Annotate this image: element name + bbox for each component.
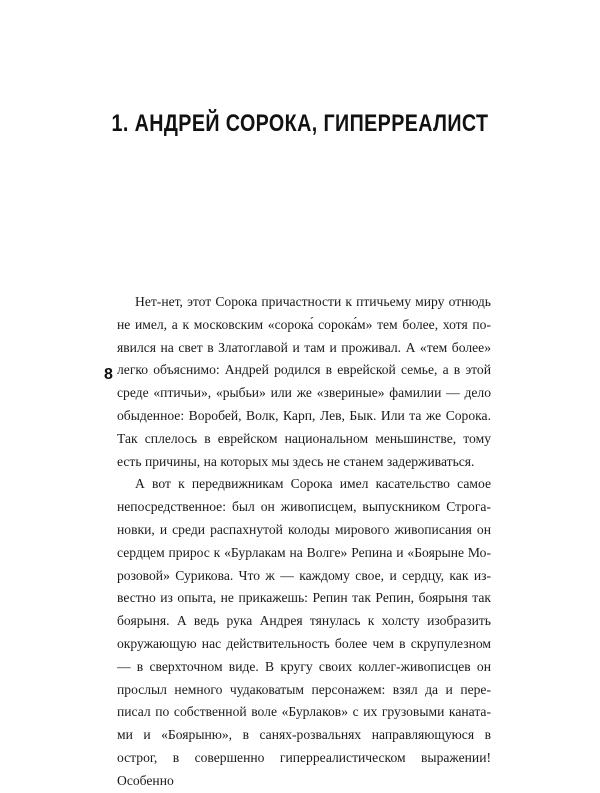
chapter-title: 1. АНДРЕЙ СОРОКА, ГИПЕРРЕАЛИСТ (111, 110, 489, 137)
paragraph: А вот к передвижникам Сорока имел касательство самое непосредственное: был он живописцем, выпускником Строгановки, и среди распахнутой колоды мирового живописания он сердцем прирос к «Бурлакам на Волге» Репина и «Боярыне Морозовой» Сурикова. Что ж — каждому свое, и сердцу, как известно из опыта, не прикажешь: Репин так Репин, боярыня так боярыня. А ведь рука Андрея тянулась к холсту изобразить окружающую нас действительность более чем в скрупулезном — в сверхточном виде. В кругу своих коллег-живописцев он прослыл немного чудаковатым персонажем: взял да и переписал по собственной воле «Бурлаков» с их грузовыми канатами и «Боярыню», в санях-розвальнях направляющуюся в острог, в совершенно гиперреалистическом выражении! Особенно (117, 476, 491, 788)
paragraph: Нет-нет, этот Сорока причастности к птичьему миру отнюдь не имел, а к московским «сорока́ сорока́м» тем более, хотя появился на свет в Златоглавой и там и проживал. А «тем более» легко объяснимо: Андрей родился в еврейской семье, а в этой среде «птичьи», «рыбьи» или же «звериные» фамилии — дело обыденное: Воробей, Волк, Карп, Лев, Бык. Или та же Сорока. Так сплелось в еврейском национальном меньшинстве, тому есть причины, на которых мы здесь не станем задерживаться. (117, 294, 491, 469)
page-number: 8 (104, 366, 113, 383)
body-text (117, 291, 491, 793)
